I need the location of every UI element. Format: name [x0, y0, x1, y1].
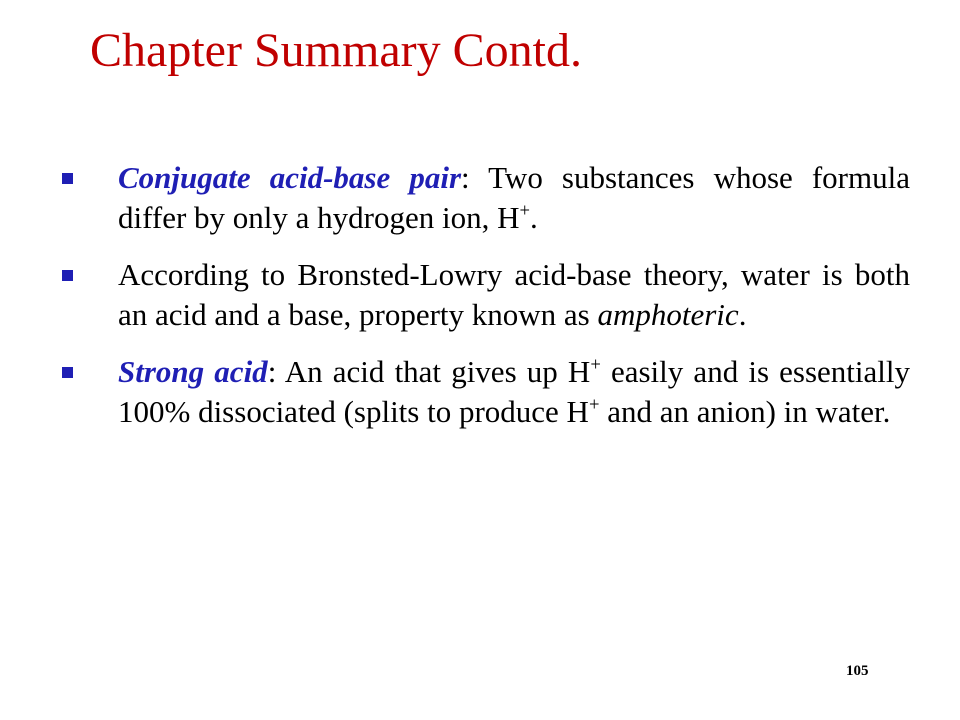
bullet-amphoteric	[62, 255, 910, 335]
slide-title: Chapter Summary Contd.	[90, 24, 582, 77]
superscript-charge: +	[590, 354, 601, 376]
definition-text: easily and is essentially 100% dissociated (splits to produce H	[118, 354, 911, 429]
bullet-strong-acid	[62, 352, 910, 432]
emphasis-term: amphoteric	[597, 297, 739, 332]
superscript-charge: +	[588, 394, 600, 416]
bullet-conjugate-acid-base-pair	[62, 158, 910, 238]
definition-text: .	[530, 200, 538, 235]
superscript-charge: +	[519, 200, 530, 222]
square-bullet-icon	[62, 270, 73, 281]
bullet-list	[62, 158, 910, 449]
term-label: Strong acid	[118, 354, 268, 389]
page-number: 105	[846, 663, 869, 679]
definition-text: Two substances whose formula differ by only a hydrogen ion, H	[118, 160, 910, 235]
term-label: Conjugate acid-base pair	[118, 160, 462, 195]
term-separator: :	[461, 160, 489, 195]
square-bullet-icon	[62, 173, 73, 184]
definition-text: According to Bronsted-Lowry acid-base theory, water is both an acid and a base, property known as	[118, 257, 910, 332]
term-separator: :	[267, 354, 285, 389]
square-bullet-icon	[62, 367, 73, 378]
definition-text: An acid that gives up H	[284, 354, 591, 389]
definition-text: and an anion) in water.	[599, 394, 891, 429]
definition-text: .	[738, 297, 747, 332]
